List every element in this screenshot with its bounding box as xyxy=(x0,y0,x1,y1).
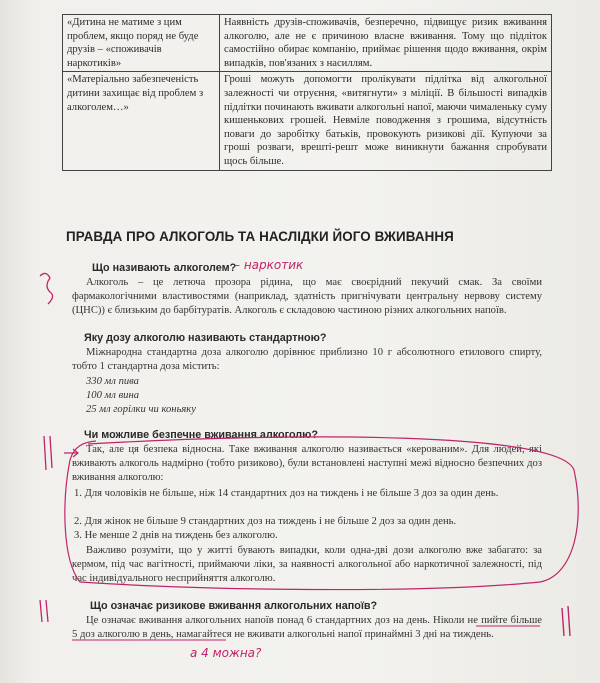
pen-margin-line xyxy=(562,608,564,636)
table-row xyxy=(63,72,552,170)
pen-margin-line xyxy=(40,600,42,622)
answer-paragraph: Алкоголь – це летюча прозора рідина, що має своєрідний пекучий смак. За своїми фармакологічними властивостями (наприклад, здатність пригнічувати центральну нервову систему (ЦНС)) є близьким до барбітуратів. Алкоголь є складовою частиною різних алкогольних напоїв. xyxy=(72,277,542,317)
pen-margin-line xyxy=(50,436,52,468)
table-cell-myth: «Матеріально забезпеченість дитини захищає від проблем з алкоголем…» xyxy=(63,72,220,170)
table-cell-myth: «Дитина не матиме з цим проблем, якщо поряд не буде друзів – «споживачів наркотиків» xyxy=(63,15,220,72)
handwritten-note: а 4 можна? xyxy=(190,646,262,660)
list-item: 2. Для жінок не більше 9 стандартних доз на тиждень і не більше 2 доз за один день. xyxy=(74,516,457,527)
question-heading: Чи можливе безпечне вживання алкоголю? xyxy=(84,429,318,441)
answer-paragraph: Важливо розуміти, що у житті бувають випадки, коли одна-дві дози алкоголю вже забагато: за кермом, під час вагітності, приймаючи ліки, за наявності алкогольної або наркотичної залежності, під час індивідуального несприйняття алкоголю. xyxy=(72,545,542,585)
myths-table xyxy=(62,14,552,171)
pen-margin-line xyxy=(46,600,48,622)
pen-margin-line xyxy=(44,436,46,470)
question-heading: Яку дозу алкоголю називають стандартною? xyxy=(84,332,327,344)
pen-margin-line xyxy=(568,606,570,636)
section-title: ПРАВДА ПРО АЛКОГОЛЬ ТА НАСЛІДКИ ЙОГО ВЖИВАННЯ xyxy=(66,229,454,244)
list-item: 1. Для чоловіків не більше, ніж 14 стандартних доз на тиждень і не більше 3 доз за один день. xyxy=(74,488,499,499)
list-item: 330 мл пива xyxy=(86,376,139,387)
list-item: 100 мл вина xyxy=(86,390,140,401)
answer-paragraph: Це означає вживання алкогольних напоїв понад 6 стандартних доз на день. Ніколи не пийте більше 5 доз алкоголю в день, намагайтеся не вживати алкогольні напої принаймні 3 дні на тиждень. xyxy=(72,615,542,641)
list-item: 3. Не менше 2 днів на тиждень без алкоголю. xyxy=(74,530,278,541)
question-heading: Що означає ризикове вживання алкогольних напоїв? xyxy=(90,600,378,612)
pen-squiggle-mark xyxy=(40,273,53,304)
answer-paragraph: Міжнародна стандартна доза алкоголю дорівнює приблизно 10 г абсолютного етилового спирту, тобто 1 стандартна доза містить: xyxy=(72,347,542,373)
list-item: 25 мл горілки чи коньяку xyxy=(86,404,196,415)
table-row xyxy=(63,15,552,72)
answer-paragraph: Так, але ця безпека відносна. Таке вживання алкоголю називається «керованим». Для людей, які вживають алкоголь надмірно (тобто ризиково), були встановлені наступні межі відносно безпечних доз вживання алкоголю: xyxy=(72,444,542,484)
handwritten-note: – наркотик xyxy=(234,258,304,272)
question-heading: Що називають алкоголем? xyxy=(92,262,237,274)
table-cell-fact: Гроші можуть допомогти пролікувати підлітка від алкогольної залежності чи отруєння, «витягнути» з міліції. В більшості випадків підлітки починають вживати алкогольні напої, маючи чималеньку суму кишенькових грошей. Невміле поводження з грошима, відсутність поваги до заробітку батьків, провокують ризикові дії. Купуючи за гроші розваги, врешті-решт може виникнути бажання спробувати щось більше. xyxy=(220,72,552,170)
table-cell-fact: Наявність друзів-споживачів, безперечно, підвищує ризик вживання алкоголю, але не є причиною власне вживання. Тому що підліток самостійно обирає компанію, приймає рішення щодо вживання, окрім випадків, пов'язаних з насиллям. xyxy=(220,15,552,72)
